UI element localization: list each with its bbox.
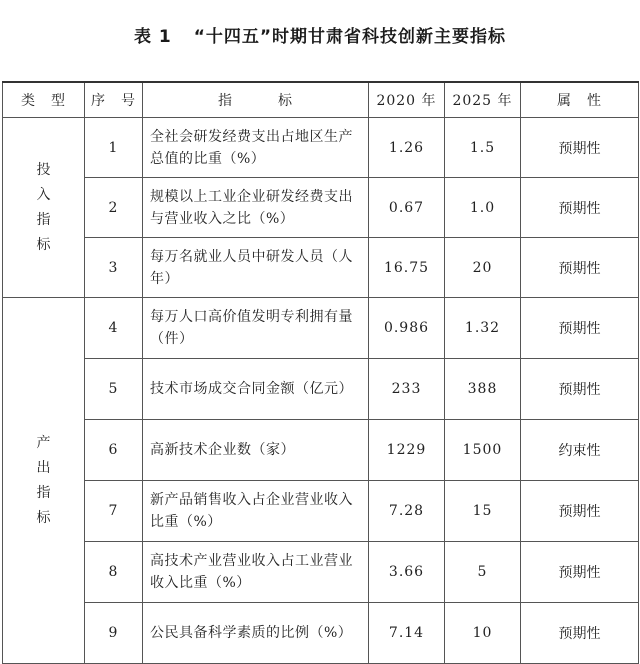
seq-cell: 3	[85, 238, 143, 298]
value-2025-cell: 10	[445, 603, 521, 664]
indicator-cell: 高技术产业营业收入占工业营业收入比重（%）	[143, 542, 369, 603]
value-2020-cell: 233	[369, 359, 445, 420]
seq-cell: 8	[85, 542, 143, 603]
value-2025-cell: 15	[445, 481, 521, 542]
category-output	[3, 298, 85, 664]
header-attr: 属 性	[521, 82, 639, 118]
table-row	[3, 298, 639, 359]
indicator-cell: 技术市场成交合同金额（亿元）	[143, 359, 369, 420]
attr-cell: 预期性	[521, 603, 639, 664]
table-row	[3, 359, 639, 420]
header-2025: 2025 年	[445, 82, 521, 118]
value-2025-cell: 1.0	[445, 178, 521, 238]
value-2020-cell: 0.986	[369, 298, 445, 359]
category-output-label: 产出指标	[36, 434, 51, 526]
seq-cell: 9	[85, 603, 143, 664]
header-type: 类 型	[3, 82, 85, 118]
table-number: 表 1	[133, 27, 172, 47]
indicator-cell: 全社会研发经费支出占地区生产总值的比重（%）	[143, 118, 369, 178]
seq-cell: 5	[85, 359, 143, 420]
table-title-text: “十四五”时期甘肃省科技创新主要指标	[193, 27, 507, 47]
table-row	[3, 603, 639, 664]
seq-cell: 6	[85, 420, 143, 481]
table-row	[3, 481, 639, 542]
indicator-cell: 高新技术企业数（家）	[143, 420, 369, 481]
indicator-cell: 规模以上工业企业研发经费支出与营业收入之比（%）	[143, 178, 369, 238]
seq-cell: 2	[85, 178, 143, 238]
attr-cell: 预期性	[521, 359, 639, 420]
value-2020-cell: 1229	[369, 420, 445, 481]
attr-cell: 预期性	[521, 298, 639, 359]
value-2025-cell: 20	[445, 238, 521, 298]
header-seq: 序 号	[85, 82, 143, 118]
value-2020-cell: 0.67	[369, 178, 445, 238]
value-2020-cell: 7.28	[369, 481, 445, 542]
table-row	[3, 118, 639, 178]
value-2020-cell: 16.75	[369, 238, 445, 298]
table-row	[3, 238, 639, 298]
seq-cell: 1	[85, 118, 143, 178]
attr-cell: 预期性	[521, 238, 639, 298]
value-2025-cell: 1.5	[445, 118, 521, 178]
indicator-cell: 每万名就业人员中研发人员（人年）	[143, 238, 369, 298]
value-2020-cell: 3.66	[369, 542, 445, 603]
header-indicator: 指 标	[143, 82, 369, 118]
indicator-cell: 每万人口高价值发明专利拥有量（件）	[143, 298, 369, 359]
seq-cell: 7	[85, 481, 143, 542]
value-2025-cell: 5	[445, 542, 521, 603]
header-row	[3, 82, 639, 118]
indicator-cell: 新产品销售收入占企业营业收入比重（%）	[143, 481, 369, 542]
attr-cell: 预期性	[521, 178, 639, 238]
attr-cell: 预期性	[521, 118, 639, 178]
table-row	[3, 420, 639, 481]
attr-cell: 预期性	[521, 542, 639, 603]
value-2020-cell: 1.26	[369, 118, 445, 178]
category-input	[3, 118, 85, 298]
attr-cell: 约束性	[521, 420, 639, 481]
value-2025-cell: 1.32	[445, 298, 521, 359]
category-input-label: 投入指标	[36, 161, 51, 253]
value-2020-cell: 7.14	[369, 603, 445, 664]
value-2025-cell: 1500	[445, 420, 521, 481]
value-2025-cell: 388	[445, 359, 521, 420]
table-row	[3, 178, 639, 238]
seq-cell: 4	[85, 298, 143, 359]
table-title	[0, 22, 640, 47]
indicator-cell: 公民具备科学素质的比例（%）	[143, 603, 369, 664]
header-2020: 2020 年	[369, 82, 445, 118]
attr-cell: 预期性	[521, 481, 639, 542]
indicator-table	[2, 81, 639, 664]
table-row	[3, 542, 639, 603]
